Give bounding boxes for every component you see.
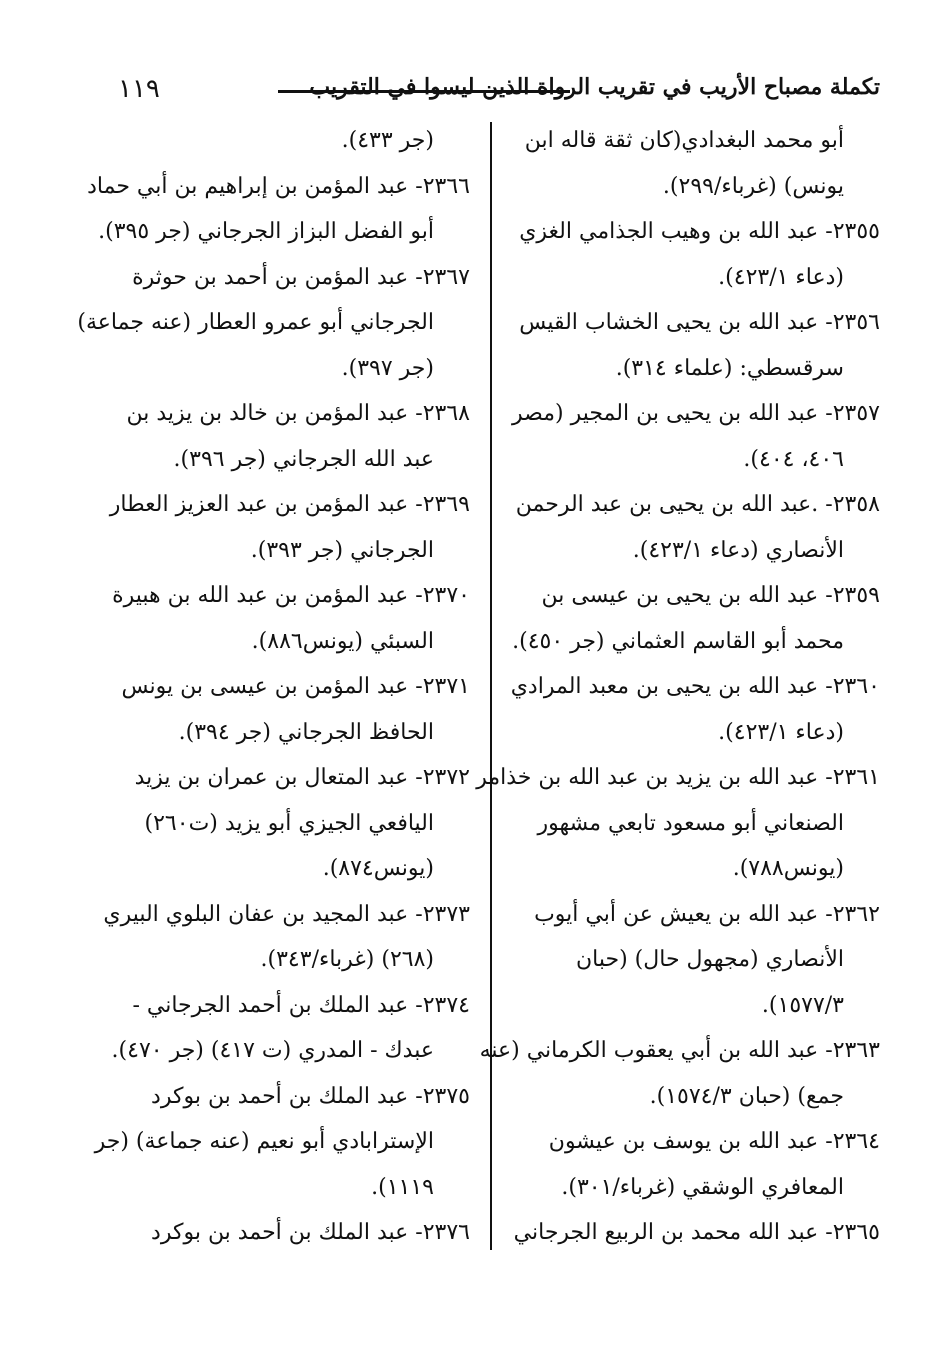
entry-continuation-line: اليافعي الجيزي أبو يزيد (ت٢٦٠) [144,810,434,836]
entry-continuation-line: الأنصاري (دعاء ٤٢٣/١). [632,537,844,563]
entry-line: ٢٣٦٧- عبد المؤمن بن أحمد بن حوثرة [132,264,470,290]
entry-line: ٢٣٦١- عبد الله بن يزيد بن عبد الله بن خذامر [476,765,880,790]
entry-continuation-line: (يونس٧٨٨). [732,856,844,881]
page-number: ١١٩ [118,74,160,104]
entry-line: ٢٣٧٤- عبد الملك بن أحمد الجرجاني - [132,992,470,1018]
entry-line: ٢٣٧١- عبد المؤمن بن عيسى بن يونس [121,674,470,699]
entry-continuation-line: أبو الفضل البزاز الجرجاني (جر ٣٩٥). [98,219,434,244]
entry-continuation-line: الحافظ الجرجاني (جر ٣٩٤). [178,719,434,745]
entry-line: ٢٣٥٥- عبد الله بن وهيب الجذامي الغزي [519,219,880,244]
entry-line: ٢٣٦٢- عبد الله بن يعيش عن أبي أيوب [534,901,880,927]
entry-continuation-line: الجرجاني أبو عمرو العطار (عنه جماعة) [77,310,434,335]
entry-line: ٢٣٦٦- عبد المؤمن بن إبراهيم بن أبي حماد [87,173,470,199]
entry-continuation-line: الإسترابادي أبو نعيم (عنه جماعة) (جر [94,1129,434,1154]
entry-continuation-line: (٢٦٨) (غرباء/٣٤٣). [260,947,434,972]
column-divider [490,122,492,1250]
entry-continuation-line: الجرجاني (جر ٣٩٣). [250,537,434,563]
entry-continuation-line: (دعاء ٤٢٣/١). [718,264,844,290]
entry-continuation-line: (جر ٣٩٧). [341,355,434,381]
entry-line: ٢٣٦٣- عبد الله بن أبي يعقوب الكرماني (عنه [479,1038,880,1063]
entry-line: ٢٣٧٠- عبد المؤمن بن عبد الله بن هبيرة [112,583,470,608]
entry-line: ٢٣٦٥- عبد الله محمد بن الربيع الجرجاني [513,1220,880,1245]
entry-continuation-line: عبد الله الجرجاني (جر ٣٩٦). [173,446,434,472]
entry-line: ٢٣٦٠- عبد الله بن يحيى بن معبد المرادي [510,674,880,699]
entry-continuation-line: السبئي (يونس٨٨٦). [251,628,434,654]
entry-continuation-line: يونس) (غرباء/٢٩٩). [662,173,844,199]
entry-line: ٢٣٥٨- .عبد الله بن يحيى بن عبد الرحمن [515,492,880,517]
running-title: تكملة مصباح الأريب في تقريب الرواة الذين ليسوا في التقريب [309,74,880,100]
entry-continuation-line: (جر ٤٣٣). [341,128,434,153]
entry-line: ٢٣٧٣- عبد المجيد بن عفان البلوي البيري [103,901,470,927]
entry-line: ٢٣٥٦- عبد الله بن يحيى الخشاب القيس [519,310,880,335]
entry-continuation-line: ١١١٩). [371,1174,434,1200]
entry-continuation-line: ٤٠٦، ٤٠٤). [743,446,844,472]
entry-continuation-line: سرقسطي: (علماء ٣١٤). [615,355,844,381]
entry-continuation-line: (يونس٨٧٤). [322,856,434,881]
entry-continuation-line: الأنصاري (مجهول حال) (حبان [576,947,844,972]
entry-continuation-line: جمع) (حبان ١٥٧٤/٣). [649,1083,844,1109]
entry-line: ٢٣٧٢- عبد المتعال بن عمران بن يزيد [134,765,470,790]
entry-continuation-line: المعافري الوشقي (غرباء/٣٠١). [561,1174,844,1200]
entry-line: ٢٣٦٩- عبد المؤمن بن عبد العزيز العطار [109,492,470,517]
entry-line: ٢٣٥٧- عبد الله بن يحيى بن المجير (مصر [512,401,880,426]
entry-line: ٢٣٧٦- عبد الملك بن أحمد بن بوكرد [151,1220,470,1245]
entry-continuation-line: محمد أبو القاسم العثماني (جر ٤٥٠). [512,628,844,654]
entry-continuation-line: أبو محمد البغدادي(كان ثقة قاله ابن [524,128,844,153]
entry-line: ٢٣٧٥- عبد الملك بن أحمد بن بوكرد [151,1083,470,1109]
entry-continuation-line: عبدك - المدري (ت ٤١٧) (جر ٤٧٠). [111,1038,434,1063]
page-header [100,70,880,110]
entry-line: ٢٣٦٨- عبد المؤمن بن خالد بن يزيد بن [126,401,470,426]
entry-continuation-line: ١٥٧٧/٣). [761,992,844,1018]
entry-line: ٢٣٥٩- عبد الله بن يحيى بن عيسى بن [541,583,880,608]
left-column [77,118,470,1256]
entry-continuation-line: الصنعاني أبو مسعود تابعي مشهور [537,810,844,836]
right-column [476,118,880,1256]
entry-continuation-line: (دعاء ٤٢٣/١). [718,719,844,745]
entry-line: ٢٣٦٤- عبد الله بن يوسف بن عيشون [548,1129,880,1154]
